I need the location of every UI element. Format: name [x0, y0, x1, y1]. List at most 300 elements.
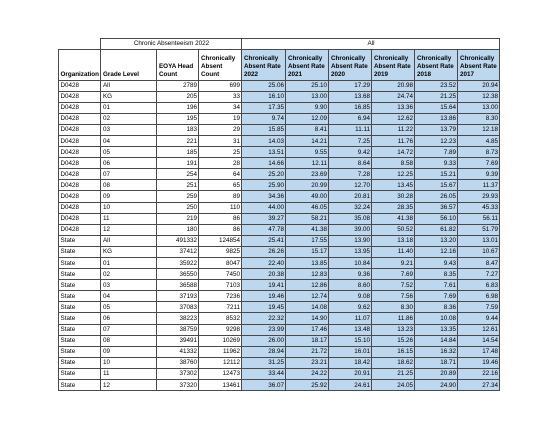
rate-2017-cell: 17.48 — [458, 346, 500, 357]
absent-count-cell: 8532 — [199, 313, 242, 324]
rate-2018-cell: 61.82 — [415, 224, 458, 235]
absent-count-cell: 9298 — [199, 324, 242, 335]
organization-cell: State — [59, 235, 101, 246]
col-header-organization: Organization — [59, 49, 101, 80]
table-row — [59, 291, 500, 302]
rate-2018-cell: 7.69 — [415, 291, 458, 302]
rate-2019-cell: 24.05 — [372, 380, 415, 391]
rate-2022-cell: 25.06 — [242, 80, 286, 91]
rate-2022-cell: 22.32 — [242, 313, 286, 324]
rate-2017-cell: 22.16 — [458, 368, 500, 379]
head-count-cell: 35922 — [157, 258, 199, 269]
col-header-rate-2020: Chronically Absent Rate 2020 — [329, 49, 372, 80]
rate-2021-cell: 12.86 — [286, 280, 329, 291]
table-row — [59, 246, 500, 257]
rate-2019-cell: 13.36 — [372, 102, 415, 113]
rate-2019-cell: 24.74 — [372, 91, 415, 102]
organization-cell: State — [59, 302, 101, 313]
rate-2018-cell: 12.23 — [415, 135, 458, 146]
rate-2020-cell: 18.42 — [329, 357, 372, 368]
rate-2017-cell: 51.79 — [458, 224, 500, 235]
rate-2019-cell: 7.69 — [372, 269, 415, 280]
rate-2019-cell: 13.45 — [372, 180, 415, 191]
organization-cell: D0428 — [59, 158, 101, 169]
organization-cell: State — [59, 324, 101, 335]
absent-count-cell: 699 — [199, 80, 242, 91]
absent-count-cell: 86 — [199, 213, 242, 224]
col-header-absent-count: Chronically Absent Count — [199, 49, 242, 80]
organization-cell: D0428 — [59, 124, 101, 135]
grade-level-cell: 06 — [101, 158, 157, 169]
col-header-rate-2019: Chronically Absent Rate 2019 — [372, 49, 415, 80]
grade-level-cell: 07 — [101, 169, 157, 180]
grade-level-cell: 02 — [101, 113, 157, 124]
rate-2021-cell: 18.17 — [286, 335, 329, 346]
rate-2022-cell: 23.99 — [242, 324, 286, 335]
absent-count-cell: 9825 — [199, 246, 242, 257]
rate-2019-cell: 28.35 — [372, 202, 415, 213]
rate-2021-cell: 17.46 — [286, 324, 329, 335]
absent-count-cell: 29 — [199, 124, 242, 135]
rate-2020-cell: 7.25 — [329, 135, 372, 146]
absent-count-cell: 8047 — [199, 258, 242, 269]
table-row — [59, 380, 500, 391]
rate-2022-cell: 25.20 — [242, 169, 286, 180]
rate-2018-cell: 15.67 — [415, 180, 458, 191]
absent-count-cell: 31 — [199, 135, 242, 146]
rate-2018-cell: 21.25 — [415, 91, 458, 102]
table-row — [59, 191, 500, 202]
rate-2019-cell: 7.52 — [372, 280, 415, 291]
rate-2020-cell: 11.11 — [329, 124, 372, 135]
rate-2018-cell: 16.32 — [415, 346, 458, 357]
rate-2020-cell: 20.81 — [329, 191, 372, 202]
table-row — [59, 324, 500, 335]
organization-cell: D0428 — [59, 224, 101, 235]
table-row — [59, 102, 500, 113]
rate-2022-cell: 15.85 — [242, 124, 286, 135]
head-count-cell: 37193 — [157, 291, 199, 302]
head-count-cell: 36550 — [157, 269, 199, 280]
group-label-chronic-absenteeism: Chronic Absenteeism 2022 — [101, 39, 242, 50]
rate-2022-cell: 20.38 — [242, 269, 286, 280]
head-count-cell: 185 — [157, 147, 199, 158]
rate-2018-cell: 8.35 — [415, 269, 458, 280]
organization-cell: D0428 — [59, 91, 101, 102]
rate-2019-cell: 13.23 — [372, 324, 415, 335]
table-row — [59, 113, 500, 124]
rate-2020-cell: 10.84 — [329, 258, 372, 269]
rate-2022-cell: 25.90 — [242, 180, 286, 191]
rate-2018-cell: 26.05 — [415, 191, 458, 202]
organization-cell: D0428 — [59, 191, 101, 202]
rate-2019-cell: 7.56 — [372, 291, 415, 302]
rate-2017-cell: 20.94 — [458, 80, 500, 91]
rate-2019-cell: 13.18 — [372, 235, 415, 246]
table-row — [59, 135, 500, 146]
rate-2022-cell: 33.44 — [242, 368, 286, 379]
rate-2017-cell: 9.39 — [458, 169, 500, 180]
group-header-row — [59, 39, 500, 50]
absent-count-cell: 34 — [199, 102, 242, 113]
absent-count-cell: 110 — [199, 202, 242, 213]
rate-2018-cell: 8.36 — [415, 302, 458, 313]
rate-2020-cell: 13.90 — [329, 235, 372, 246]
rate-2022-cell: 44.00 — [242, 202, 286, 213]
rate-2019-cell: 11.40 — [372, 246, 415, 257]
absent-count-cell: 10269 — [199, 335, 242, 346]
rate-2017-cell: 13.01 — [458, 235, 500, 246]
rate-2017-cell: 12.38 — [458, 91, 500, 102]
head-count-cell: 37302 — [157, 368, 199, 379]
rate-2021-cell: 17.55 — [286, 235, 329, 246]
grade-level-cell: All — [101, 80, 157, 91]
rate-2019-cell: 12.62 — [372, 113, 415, 124]
organization-cell: State — [59, 291, 101, 302]
rate-2021-cell: 25.92 — [286, 380, 329, 391]
rate-2021-cell: 23.21 — [286, 357, 329, 368]
absent-count-cell: 7236 — [199, 291, 242, 302]
rate-2018-cell: 36.57 — [415, 202, 458, 213]
head-count-cell: 219 — [157, 213, 199, 224]
table-row — [59, 235, 500, 246]
absent-count-cell: 25 — [199, 147, 242, 158]
grade-level-cell: 03 — [101, 280, 157, 291]
table-row — [59, 80, 500, 91]
head-count-cell: 259 — [157, 191, 199, 202]
head-count-cell: 38223 — [157, 313, 199, 324]
rate-2022-cell: 17.35 — [242, 102, 286, 113]
rate-2018-cell: 13.86 — [415, 113, 458, 124]
rate-2022-cell: 34.36 — [242, 191, 286, 202]
rate-2020-cell: 8.60 — [329, 280, 372, 291]
rate-2018-cell: 10.08 — [415, 313, 458, 324]
table-row — [59, 280, 500, 291]
rate-2020-cell: 9.08 — [329, 291, 372, 302]
rate-2022-cell: 14.66 — [242, 158, 286, 169]
grade-level-cell: 12 — [101, 224, 157, 235]
organization-cell: State — [59, 280, 101, 291]
grade-level-cell: 01 — [101, 258, 157, 269]
grade-level-cell: 09 — [101, 346, 157, 357]
rate-2021-cell: 9.90 — [286, 102, 329, 113]
rate-2020-cell: 9.62 — [329, 302, 372, 313]
rate-2020-cell: 35.08 — [329, 213, 372, 224]
head-count-cell: 491332 — [157, 235, 199, 246]
head-count-cell: 196 — [157, 102, 199, 113]
rate-2019-cell: 20.98 — [372, 80, 415, 91]
table-row — [59, 169, 500, 180]
table-row — [59, 180, 500, 191]
absent-count-cell: 12112 — [199, 357, 242, 368]
organization-cell: State — [59, 368, 101, 379]
absent-count-cell: 12473 — [199, 368, 242, 379]
rate-2021-cell: 14.90 — [286, 313, 329, 324]
rate-2017-cell: 12.18 — [458, 124, 500, 135]
grade-level-cell: 01 — [101, 102, 157, 113]
organization-cell: D0428 — [59, 135, 101, 146]
rate-2021-cell: 41.38 — [286, 224, 329, 235]
grade-level-cell: 12 — [101, 380, 157, 391]
organization-cell: D0428 — [59, 180, 101, 191]
rate-2022-cell: 36.07 — [242, 380, 286, 391]
rate-2019-cell: 8.30 — [372, 302, 415, 313]
rate-2018-cell: 24.90 — [415, 380, 458, 391]
col-header-rate-2021: Chronically Absent Rate 2021 — [286, 49, 329, 80]
rate-2021-cell: 25.10 — [286, 80, 329, 91]
rate-2021-cell: 8.41 — [286, 124, 329, 135]
table-row — [59, 313, 500, 324]
grade-level-cell: 08 — [101, 335, 157, 346]
grade-level-cell: 04 — [101, 135, 157, 146]
table-row — [59, 213, 500, 224]
rate-2022-cell: 14.03 — [242, 135, 286, 146]
rate-2017-cell: 6.83 — [458, 280, 500, 291]
absent-count-cell: 64 — [199, 169, 242, 180]
rate-2019-cell: 30.28 — [372, 191, 415, 202]
table-row — [59, 269, 500, 280]
rate-2018-cell: 12.16 — [415, 246, 458, 257]
rate-2017-cell: 14.54 — [458, 335, 500, 346]
table-row — [59, 124, 500, 135]
table-row — [59, 346, 500, 357]
rate-2022-cell: 26.26 — [242, 246, 286, 257]
rate-2018-cell: 23.52 — [415, 80, 458, 91]
group-label-all: All — [242, 39, 500, 50]
rate-2021-cell: 24.22 — [286, 368, 329, 379]
rate-2022-cell: 19.46 — [242, 291, 286, 302]
rate-2017-cell: 7.27 — [458, 269, 500, 280]
rate-2020-cell: 7.28 — [329, 169, 372, 180]
rate-2021-cell: 14.21 — [286, 135, 329, 146]
grade-level-cell: 10 — [101, 357, 157, 368]
rate-2020-cell: 24.61 — [329, 380, 372, 391]
rate-2019-cell: 11.22 — [372, 124, 415, 135]
rate-2020-cell: 16.01 — [329, 346, 372, 357]
absent-count-cell: 86 — [199, 224, 242, 235]
organization-cell: State — [59, 380, 101, 391]
rate-2021-cell: 12.11 — [286, 158, 329, 169]
rate-2021-cell: 13.85 — [286, 258, 329, 269]
grade-level-cell: 07 — [101, 324, 157, 335]
absent-count-cell: 7211 — [199, 302, 242, 313]
rate-2020-cell: 13.68 — [329, 91, 372, 102]
head-count-cell: 221 — [157, 135, 199, 146]
head-count-cell: 195 — [157, 113, 199, 124]
absent-count-cell: 19 — [199, 113, 242, 124]
organization-cell: D0428 — [59, 102, 101, 113]
rate-2021-cell: 12.74 — [286, 291, 329, 302]
absent-count-cell: 89 — [199, 191, 242, 202]
rate-2019-cell: 18.62 — [372, 357, 415, 368]
rate-2021-cell: 23.69 — [286, 169, 329, 180]
head-count-cell: 36588 — [157, 280, 199, 291]
rate-2021-cell: 12.09 — [286, 113, 329, 124]
rate-2021-cell: 9.55 — [286, 147, 329, 158]
absent-count-cell: 7103 — [199, 280, 242, 291]
head-count-cell: 2789 — [157, 80, 199, 91]
rate-2022-cell: 25.41 — [242, 235, 286, 246]
rate-2019-cell: 12.25 — [372, 169, 415, 180]
table-row — [59, 147, 500, 158]
absent-count-cell: 65 — [199, 180, 242, 191]
rate-2020-cell: 9.42 — [329, 147, 372, 158]
grade-level-cell: 11 — [101, 368, 157, 379]
rate-2019-cell: 9.21 — [372, 258, 415, 269]
table-row — [59, 368, 500, 379]
rate-2020-cell: 20.91 — [329, 368, 372, 379]
rate-2017-cell: 45.33 — [458, 202, 500, 213]
table-row — [59, 224, 500, 235]
rate-2021-cell: 46.05 — [286, 202, 329, 213]
grade-level-cell: 09 — [101, 191, 157, 202]
rate-2022-cell: 26.00 — [242, 335, 286, 346]
head-count-cell: 251 — [157, 180, 199, 191]
rate-2020-cell: 17.29 — [329, 80, 372, 91]
rate-2021-cell: 58.21 — [286, 213, 329, 224]
rate-2019-cell: 50.52 — [372, 224, 415, 235]
rate-2017-cell: 7.69 — [458, 158, 500, 169]
rate-2017-cell: 4.85 — [458, 135, 500, 146]
rate-2018-cell: 9.33 — [415, 158, 458, 169]
organization-cell: State — [59, 246, 101, 257]
col-header-rate-2017: Chronically Absent Rate 2017 — [458, 49, 500, 80]
rate-2019-cell: 11.86 — [372, 313, 415, 324]
grade-level-cell: 08 — [101, 180, 157, 191]
organization-cell: D0428 — [59, 80, 101, 91]
absent-count-cell: 124854 — [199, 235, 242, 246]
grade-level-cell: 11 — [101, 213, 157, 224]
head-count-cell: 254 — [157, 169, 199, 180]
absent-count-cell: 33 — [199, 91, 242, 102]
head-count-cell: 38760 — [157, 357, 199, 368]
rate-2017-cell: 8.30 — [458, 113, 500, 124]
rate-2021-cell: 12.83 — [286, 269, 329, 280]
rate-2020-cell: 13.48 — [329, 324, 372, 335]
rate-2017-cell: 29.93 — [458, 191, 500, 202]
rate-2017-cell: 11.37 — [458, 180, 500, 191]
rate-2022-cell: 31.25 — [242, 357, 286, 368]
organization-cell: D0428 — [59, 113, 101, 124]
rate-2020-cell: 11.07 — [329, 313, 372, 324]
organization-cell: State — [59, 346, 101, 357]
rate-2017-cell: 8.47 — [458, 258, 500, 269]
rate-2021-cell: 13.00 — [286, 91, 329, 102]
table-row — [59, 302, 500, 313]
rate-2018-cell: 9.43 — [415, 258, 458, 269]
rate-2018-cell: 13.20 — [415, 235, 458, 246]
rate-2017-cell: 56.11 — [458, 213, 500, 224]
rate-2020-cell: 9.36 — [329, 269, 372, 280]
organization-cell: State — [59, 313, 101, 324]
organization-cell: State — [59, 357, 101, 368]
rate-2020-cell: 39.00 — [329, 224, 372, 235]
organization-cell: D0428 — [59, 147, 101, 158]
rate-2019-cell: 8.58 — [372, 158, 415, 169]
grade-level-cell: 10 — [101, 202, 157, 213]
table-row — [59, 357, 500, 368]
rate-2018-cell: 7.89 — [415, 147, 458, 158]
rate-2017-cell: 8.73 — [458, 147, 500, 158]
head-count-cell: 37412 — [157, 246, 199, 257]
table-row — [59, 91, 500, 102]
rate-2022-cell: 47.78 — [242, 224, 286, 235]
organization-cell: State — [59, 335, 101, 346]
rate-2018-cell: 15.21 — [415, 169, 458, 180]
rate-2017-cell: 27.34 — [458, 380, 500, 391]
head-count-cell: 41332 — [157, 346, 199, 357]
rate-2019-cell: 15.26 — [372, 335, 415, 346]
rate-2018-cell: 14.84 — [415, 335, 458, 346]
rate-2020-cell: 13.95 — [329, 246, 372, 257]
organization-cell: D0428 — [59, 202, 101, 213]
rate-2019-cell: 41.38 — [372, 213, 415, 224]
grade-level-cell: 05 — [101, 147, 157, 158]
rate-2020-cell: 8.64 — [329, 158, 372, 169]
table-row — [59, 202, 500, 213]
rate-2020-cell: 16.85 — [329, 102, 372, 113]
organization-cell: D0428 — [59, 169, 101, 180]
col-header-rate-2022: Chronically Absent Rate 2022 — [242, 49, 286, 80]
head-count-cell: 38759 — [157, 324, 199, 335]
head-count-cell: 39491 — [157, 335, 199, 346]
col-header-grade-level: Grade Level — [101, 49, 157, 80]
rate-2017-cell: 12.61 — [458, 324, 500, 335]
grade-level-cell: 03 — [101, 124, 157, 135]
absent-count-cell: 13461 — [199, 380, 242, 391]
head-count-cell: 250 — [157, 202, 199, 213]
rate-2020-cell: 6.94 — [329, 113, 372, 124]
organization-cell: State — [59, 269, 101, 280]
rate-2017-cell: 6.98 — [458, 291, 500, 302]
absent-count-cell: 11962 — [199, 346, 242, 357]
rate-2018-cell: 13.35 — [415, 324, 458, 335]
organization-cell: D0428 — [59, 213, 101, 224]
rate-2021-cell: 49.00 — [286, 191, 329, 202]
rate-2020-cell: 12.70 — [329, 180, 372, 191]
rate-2018-cell: 18.71 — [415, 357, 458, 368]
table-row — [59, 258, 500, 269]
head-count-cell: 183 — [157, 124, 199, 135]
absenteeism-table — [58, 38, 500, 391]
rate-2022-cell: 28.94 — [242, 346, 286, 357]
rate-2022-cell: 16.10 — [242, 91, 286, 102]
rate-2021-cell: 20.99 — [286, 180, 329, 191]
rate-2022-cell: 19.41 — [242, 280, 286, 291]
head-count-cell: 180 — [157, 224, 199, 235]
rate-2019-cell: 16.15 — [372, 346, 415, 357]
organization-cell: State — [59, 258, 101, 269]
column-header-row — [59, 49, 500, 80]
rate-2022-cell: 39.27 — [242, 213, 286, 224]
head-count-cell: 205 — [157, 91, 199, 102]
table-row — [59, 158, 500, 169]
rate-2020-cell: 15.10 — [329, 335, 372, 346]
rate-2018-cell: 7.61 — [415, 280, 458, 291]
head-count-cell: 191 — [157, 158, 199, 169]
rate-2022-cell: 13.51 — [242, 147, 286, 158]
rate-2017-cell: 19.46 — [458, 357, 500, 368]
head-count-cell: 37320 — [157, 380, 199, 391]
rate-2018-cell: 13.79 — [415, 124, 458, 135]
rate-2018-cell: 20.89 — [415, 368, 458, 379]
rate-2019-cell: 14.72 — [372, 147, 415, 158]
rate-2019-cell: 21.25 — [372, 368, 415, 379]
rate-2017-cell: 13.00 — [458, 102, 500, 113]
grade-level-cell: 04 — [101, 291, 157, 302]
grade-level-cell: 06 — [101, 313, 157, 324]
rate-2021-cell: 14.08 — [286, 302, 329, 313]
